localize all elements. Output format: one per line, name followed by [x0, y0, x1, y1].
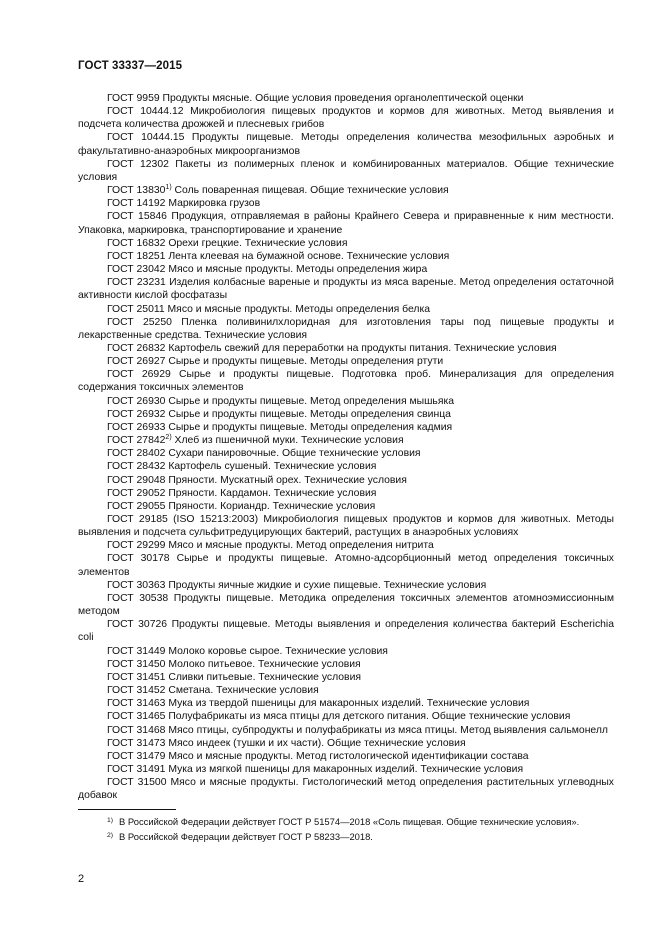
reference-title: Продукты мясные. Общие условия проведения органолептической оценки	[162, 93, 524, 104]
reference-code: ГОСТ 26929	[107, 369, 171, 381]
reference-title: Мясо и мясные продукты. Методы определения белка	[167, 303, 431, 315]
reference-item	[78, 579, 614, 592]
reference-code: ГОСТ 26930	[107, 395, 166, 407]
reference-item	[78, 184, 614, 197]
reference-title: Сметана. Технические условия	[168, 685, 319, 697]
reference-item	[78, 724, 614, 737]
reference-title: Лента клеевая на бумажной основе. Технические условия	[168, 250, 450, 262]
reference-item	[78, 447, 614, 460]
reference-code: ГОСТ 31479	[107, 750, 166, 762]
reference-title: Картофель свежий для переработки на продукты питания. Технические условия	[168, 342, 557, 354]
reference-item	[78, 539, 614, 552]
reference-item	[78, 474, 614, 487]
reference-code: ГОСТ 27842	[107, 435, 166, 447]
reference-title: Продукты пищевые. Методы выявления и определения количества бактерий Escherichia coli	[78, 619, 615, 644]
reference-code: ГОСТ 12302	[107, 158, 169, 170]
reference-code: ГОСТ 30178	[107, 553, 170, 565]
reference-code: ГОСТ 31491	[107, 763, 166, 775]
reference-title: Маркировка грузов	[168, 198, 261, 210]
reference-code: ГОСТ 25011	[107, 303, 165, 315]
document-header: ГОСТ 33337—2015	[78, 60, 183, 72]
reference-title: Продукция, отправляемая в районы Крайнего Севера и приравненные к ним местности. Упаковка, маркировка, транспортирование и хранение	[78, 211, 614, 236]
reference-code: ГОСТ 29055	[107, 500, 166, 512]
reference-title: Сырье и продукты пищевые. Методы определения кадмия	[168, 421, 453, 433]
footnote-mark: 2)	[107, 831, 114, 839]
footnote-item	[78, 829, 614, 844]
reference-code: ГОСТ 29185 (ISO 15213:2003)	[107, 514, 259, 525]
reference-title: Мясо индеек (тушки и их части). Общие технические условия	[168, 737, 466, 749]
footnotes	[78, 814, 614, 843]
reference-code: ГОСТ 18251	[107, 250, 166, 262]
reference-item	[78, 552, 614, 578]
reference-item	[78, 671, 614, 684]
reference-item	[78, 250, 614, 263]
reference-code: ГОСТ 31450	[107, 658, 166, 670]
reference-item	[78, 500, 614, 513]
reference-item	[78, 263, 614, 276]
reference-item	[78, 513, 614, 539]
reference-item	[78, 197, 614, 210]
reference-title: Сырье и продукты пищевые. Метод определения мышьяка	[168, 395, 455, 407]
reference-code: ГОСТ 31500	[107, 777, 167, 789]
reference-code: ГОСТ 14192	[107, 198, 166, 210]
reference-code: ГОСТ 30726	[107, 619, 168, 631]
reference-title: Сырье и продукты пищевые. Методы определения свинца	[168, 408, 451, 420]
reference-title: Хлеб из пшеничной муки. Технические условия	[174, 435, 404, 447]
reference-title: Продукты яичные жидкие и сухие пищевые. Технические условия	[168, 579, 487, 591]
reference-code: ГОСТ 9959	[107, 93, 160, 104]
reference-item	[78, 763, 614, 776]
reference-code: ГОСТ 31451	[107, 671, 166, 683]
reference-code: ГОСТ 28432	[107, 461, 166, 473]
reference-title: Молоко коровье сырое. Технические условия	[168, 645, 388, 657]
reference-item	[78, 210, 614, 236]
reference-item	[78, 421, 614, 434]
reference-item	[78, 658, 614, 671]
reference-item	[78, 750, 614, 763]
reference-code: ГОСТ 31473	[107, 737, 166, 749]
reference-title: Мясо и мясные продукты. Метод гистологической идентификации состава	[168, 750, 529, 762]
reference-title: Пакеты из полимерных пленок и комбинированных материалов. Общие технические условия	[78, 158, 614, 183]
reference-code: ГОСТ 29299	[107, 540, 166, 552]
reference-code: ГОСТ 31468	[107, 724, 166, 736]
reference-title: Пряности. Мускатный орех. Технические условия	[168, 474, 407, 486]
reference-title: Мука из твердой пшеницы для макаронных изделий. Технические условия	[168, 698, 530, 710]
reference-title: Сухари панировочные. Общие технические условия	[168, 448, 421, 460]
reference-item	[78, 342, 614, 355]
reference-item	[78, 776, 614, 802]
reference-code: ГОСТ 26927	[107, 356, 166, 368]
footnote-text: В Российской Федерации действует ГОСТ Р 51574—2018 «Соль пищевая. Общие технические условия».	[119, 816, 580, 827]
reference-code: ГОСТ 30538	[107, 592, 169, 604]
reference-code: ГОСТ 25250	[107, 316, 172, 328]
reference-item	[78, 618, 614, 644]
reference-code: ГОСТ 15846	[107, 211, 167, 223]
reference-item	[78, 237, 614, 250]
reference-item	[78, 684, 614, 697]
footnote-separator	[78, 809, 176, 810]
reference-title: Пряности. Кардамон. Технические условия	[168, 487, 377, 499]
reference-title: Мясо и мясные продукты. Метод определения нитрита	[168, 540, 434, 552]
reference-title: Сырье и продукты пищевые. Методы определения ртути	[168, 356, 444, 368]
reference-title: Микробиология пищевых продуктов и кормов для животных. Методы выявления и подсчета сульфитредуцирующих бактерий, растущих в анаэробных условиях	[78, 514, 615, 539]
reference-code: ГОСТ 29048	[107, 474, 166, 486]
reference-code: ГОСТ 31452	[107, 685, 166, 697]
reference-title: Продукты пищевые. Методы определения количества мезофильных аэробных и факультативно-анаэробных микроорганизмов	[78, 132, 614, 157]
footnote-item	[78, 814, 614, 829]
reference-code: ГОСТ 28402	[107, 448, 166, 460]
reference-item	[78, 158, 614, 184]
reference-title: Молоко питьевое. Технические условия	[168, 658, 361, 670]
reference-title: Изделия колбасные вареные и продукты из мяса вареные. Метод определения остаточной активности кислой фосфатазы	[78, 277, 614, 302]
reference-title: Картофель сушеный. Технические условия	[168, 461, 377, 473]
reference-item	[78, 645, 614, 658]
reference-code: ГОСТ 29052	[107, 487, 166, 499]
reference-item	[78, 408, 614, 421]
reference-item	[78, 737, 614, 750]
reference-item	[78, 592, 614, 618]
reference-item	[78, 368, 614, 394]
reference-title: Микробиология пищевых продуктов и кормов для животных. Метод выявления и подсчета количества дрожжей и плесневых грибов	[78, 106, 614, 131]
reference-code: ГОСТ 23231	[107, 277, 166, 289]
page-number: 2	[78, 873, 85, 885]
reference-code: ГОСТ 26932	[107, 408, 166, 420]
reference-item	[78, 276, 614, 302]
reference-code: ГОСТ 23042	[107, 264, 166, 276]
reference-item	[78, 303, 614, 316]
footnote-marker: 2)	[165, 434, 172, 442]
reference-code: ГОСТ 10444.15	[107, 132, 185, 144]
reference-title: Мясо и мясные продукты. Методы определения жира	[168, 264, 428, 276]
reference-code: ГОСТ 30363	[107, 579, 166, 591]
reference-title: Сливки питьевые. Технические условия	[168, 671, 362, 683]
reference-code: ГОСТ 10444.12	[107, 106, 184, 118]
reference-code: ГОСТ 26933	[107, 421, 166, 433]
reference-title: Мясо и мясные продукты. Гистологический метод определения растительных углеводных добавок	[78, 777, 614, 802]
reference-title: Пленка поливинилхлоридная для изготовления тары под пищевые продукты и лекарственные средства. Технические условия	[78, 316, 614, 341]
reference-item	[78, 92, 614, 105]
reference-item	[78, 487, 614, 500]
footnote-marker: 1)	[165, 184, 172, 192]
reference-item	[78, 460, 614, 473]
normative-references-list	[78, 92, 614, 802]
reference-code: ГОСТ 26832	[107, 342, 166, 354]
reference-code: ГОСТ 31449	[107, 645, 166, 657]
reference-title: Сырье и продукты пищевые. Атомно-адсорбционный метод определения токсичных элементов	[78, 553, 614, 578]
footnote-mark: 1)	[107, 817, 114, 824]
reference-title: Соль поваренная пищевая. Общие технические условия	[174, 185, 449, 197]
reference-code: ГОСТ 31465	[107, 711, 166, 723]
reference-code: ГОСТ 16832	[107, 237, 166, 249]
reference-code: ГОСТ 13830	[107, 185, 166, 197]
reference-item	[78, 105, 614, 131]
reference-title: Орехи грецкие. Технические условия	[168, 237, 348, 249]
reference-code: ГОСТ 31463	[107, 698, 166, 710]
reference-title: Мука из мягкой пшеницы для макаронных изделий. Технические условия	[168, 763, 524, 775]
reference-item	[78, 697, 614, 710]
reference-title: Сырье и продукты пищевые. Подготовка проб. Минерализация для определения содержания токсичных элементов	[78, 369, 614, 394]
reference-title: Продукты пищевые. Методика определения токсичных элементов атомноэмиссионным методом	[78, 592, 614, 618]
reference-item	[78, 355, 614, 368]
reference-item	[78, 316, 614, 342]
reference-title: Мясо птицы, субпродукты и полуфабрикаты из мяса птицы. Метод выявления сальмонелл	[168, 724, 608, 736]
reference-item	[78, 710, 614, 723]
reference-title: Пряности. Кориандр. Технические условия	[168, 500, 376, 512]
reference-item	[78, 434, 614, 447]
reference-item	[78, 131, 614, 157]
footnote-text: В Российской Федерации действует ГОСТ Р 58233—2018.	[119, 830, 373, 842]
reference-title: Полуфабрикаты из мяса птицы для детского питания. Общие технические условия	[168, 711, 571, 723]
reference-item	[78, 395, 614, 408]
